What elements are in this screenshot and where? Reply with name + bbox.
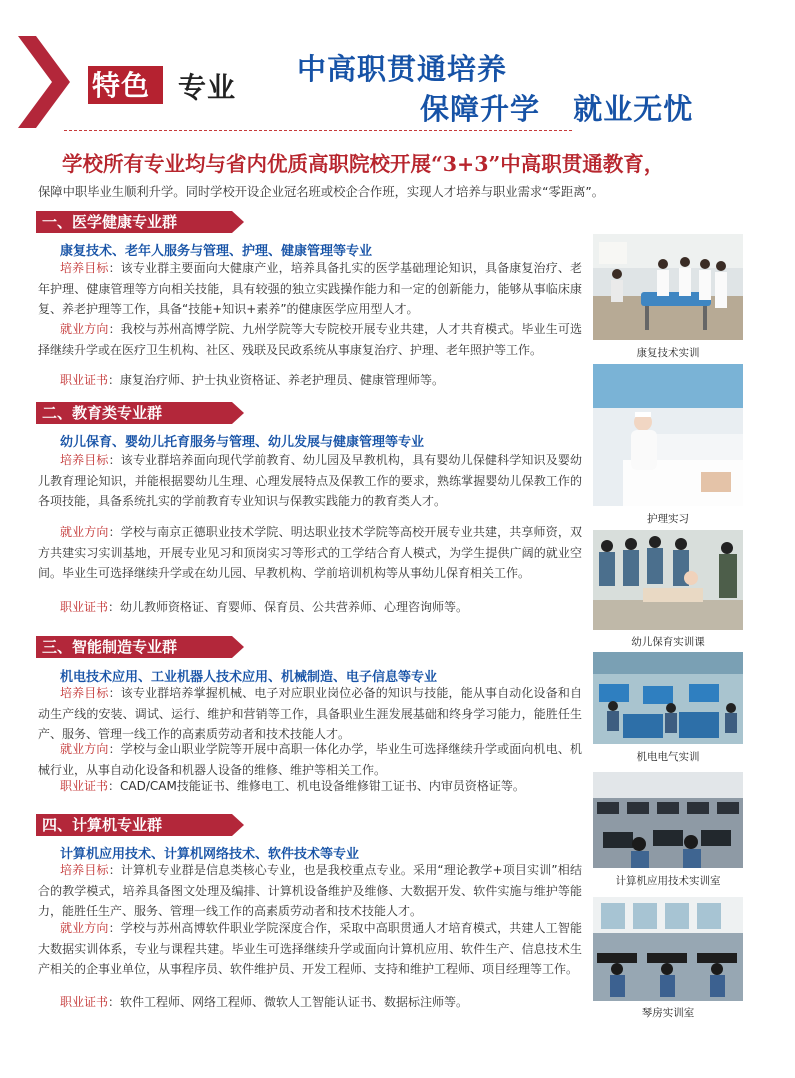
goal-text: ：该专业群培养掌握机械、电子对应职业岗位必备的知识与技能，能从事自动化设备和自动生产线的安装、调试、运行、维护和营销等工作，具备职业生涯发展基础和终身学习能力，能胜任生产、服务、管理一线工作的高素质劳动者和技术技能人才。 [38, 686, 582, 741]
direction-label: 就业方向 [60, 921, 109, 935]
computer-lab-photo [593, 772, 743, 868]
section-subtitle-manufacturing: 机电技术应用、工业机器人技术应用、机械制造、电子信息等专业 [60, 670, 438, 685]
childcare-training-photo [593, 530, 743, 630]
section-subtitle-computer: 计算机应用技术、计算机网络技术、软件技术等专业 [60, 847, 360, 862]
section-subtitle-medical: 康复技术、老年人服务与管理、护理、健康管理等专业 [60, 244, 373, 259]
paragraph-goal-education [38, 450, 582, 512]
paragraph-direction-manufacturing [38, 739, 582, 780]
intro-headline: 学校所有专业均与省内优质高职院校开展“3+3”中高职贯通教育， [62, 152, 665, 176]
cert-text: ：康复治疗师、护士执业资格证、养老护理员、健康管理师等。 [108, 373, 445, 387]
goal-text: ：该专业群主要面向大健康产业，培养具备扎实的医学基础理论知识，具备康复治疗、老年护理、健康管理等方向相关技能，具有较强的独立实践操作能力和一定的创新能力，能够从事临床康复、养老护理等工作，具备“技能+知识+素养”的健康医学应用型人才。 [38, 261, 582, 316]
paragraph-cert-computer [38, 992, 582, 1013]
paragraph-cert-education [38, 597, 582, 618]
paragraph-cert-medical [38, 370, 582, 391]
direction-text: ：学校与金山职业学院等开展中高职一体化办学，毕业生可选择继续升学或面向机电、机械行业，从事自动化设备和机器人设备的维修、维护等相关工作。 [38, 742, 582, 777]
photo-caption: 机电电气实训 [636, 751, 700, 763]
photo-caption: 康复技术实训 [636, 347, 700, 359]
photo-caption: 琴房实训室 [641, 1007, 695, 1019]
paragraph-goal-medical [38, 258, 582, 320]
goal-label: 培养目标 [60, 453, 109, 467]
nursing-practice-photo [593, 364, 743, 506]
direction-label: 就业方向 [60, 322, 109, 336]
section-subtitle-education: 幼儿保育、婴幼儿托育服务与管理、幼儿发展与健康管理等专业 [60, 435, 425, 450]
cert-label: 职业证书 [60, 779, 109, 793]
cert-label: 职业证书 [60, 373, 109, 387]
badge-feature-label: 特色 [92, 69, 151, 102]
goal-label: 培养目标 [60, 863, 109, 877]
cert-label: 职业证书 [60, 600, 109, 614]
photo-caption: 护理实习 [647, 513, 689, 525]
paragraph-direction-education [38, 522, 582, 584]
paragraph-cert-manufacturing [38, 776, 582, 797]
cert-label: 职业证书 [60, 995, 109, 1009]
direction-label: 就业方向 [60, 525, 109, 539]
section-header-manufacturing: 三、智能制造专业群 [36, 636, 232, 658]
piano-room-photo [593, 897, 743, 1001]
header-divider [64, 130, 572, 131]
section-header-medical: 一、医学健康专业群 [36, 211, 232, 233]
photo-caption: 计算机应用技术实训室 [615, 875, 721, 887]
badge-major-label: 专业 [178, 71, 237, 104]
headline-primary: 中高职贯通培养 [297, 52, 508, 86]
goal-label: 培养目标 [60, 686, 109, 700]
rehab-training-photo [593, 234, 743, 340]
section-header-education: 二、教育类专业群 [36, 402, 232, 424]
cert-text: ：幼儿教师资格证、育婴师、保育员、公共营养师、心理咨询师等。 [108, 600, 469, 614]
section-header-computer: 四、计算机专业群 [36, 814, 232, 836]
direction-text: ：我校与苏州高博学院、九州学院等大专院校开展专业共建，人才共育模式。毕业生可选择继续升学或在医疗卫生机构、社区、残联及民政系统从事康复治疗、护理、老年照护等工作。 [38, 322, 582, 357]
paragraph-goal-computer [38, 860, 582, 922]
paragraph-direction-computer [38, 918, 582, 980]
cert-text: ：软件工程师、网络工程师、微软人工智能认证书、数据标注师等。 [108, 995, 469, 1009]
paragraph-goal-manufacturing [38, 683, 582, 745]
goal-text: ：该专业群培养面向现代学前教育、幼儿园及早教机构，具有婴幼儿保健科学知识及婴幼儿教育理论知识，并能根据婴幼儿生理、心理发展特点及保教工作的要求，熟练掌握婴幼儿保教工作的各项技能，具备系统扎实的学前教育专业知识与保教实践能力的教育类人才。 [38, 453, 582, 508]
photo-caption: 幼儿保育实训课 [631, 636, 705, 648]
paragraph-direction-medical [38, 319, 582, 360]
intro-subline: 保障中职毕业生顺利升学。同时学校开设企业冠名班或校企合作班，实现人才培养与职业需求“零距离”。 [38, 185, 605, 199]
goal-label: 培养目标 [60, 261, 109, 275]
direction-text: ：学校与南京正德职业技术学院、明达职业技术学院等高校开展专业共建，共享师资，双方共建实习实训基地，开展专业见习和顶岗实习等形式的工学结合育人模式，为学生提供广阔的就业空间。毕业生可选择继续升学或在幼儿园、早教机构、学前培训机构等从事幼儿保育相关工作。 [38, 525, 582, 580]
electromechanical-training-photo [593, 652, 743, 744]
goal-text: ：计算机专业群是信息类核心专业，也是我校重点专业。采用“理论教学+项目实训”相结合的教学模式，培养具备图文处理及编排、计算机设备维护及维修、大数据开发、软件实施与维护等能力，能胜任生产、服务、管理一线工作的高素质劳动者和技术技能人才。 [38, 863, 582, 918]
cert-text: ：CAD/CAM技能证书、维修电工、机电设备维修钳工证书、内审员资格证等。 [108, 779, 525, 793]
chevron-arrow-icon [18, 36, 70, 128]
direction-label: 就业方向 [60, 742, 109, 756]
headline-secondary: 保障升学 就业无忧 [420, 92, 694, 126]
direction-text: ：学校与苏州高博软件职业学院深度合作，采取中高职贯通人才培育模式，共建人工智能大数据实训体系，专业与课程共建。毕业生可选择继续升学或面向计算机应用、软件生产、信息技术生产相关的企事业单位，从事程序员、软件维护员、开发工程师、支持和维护工程师、项目经理等工作。 [38, 921, 582, 976]
